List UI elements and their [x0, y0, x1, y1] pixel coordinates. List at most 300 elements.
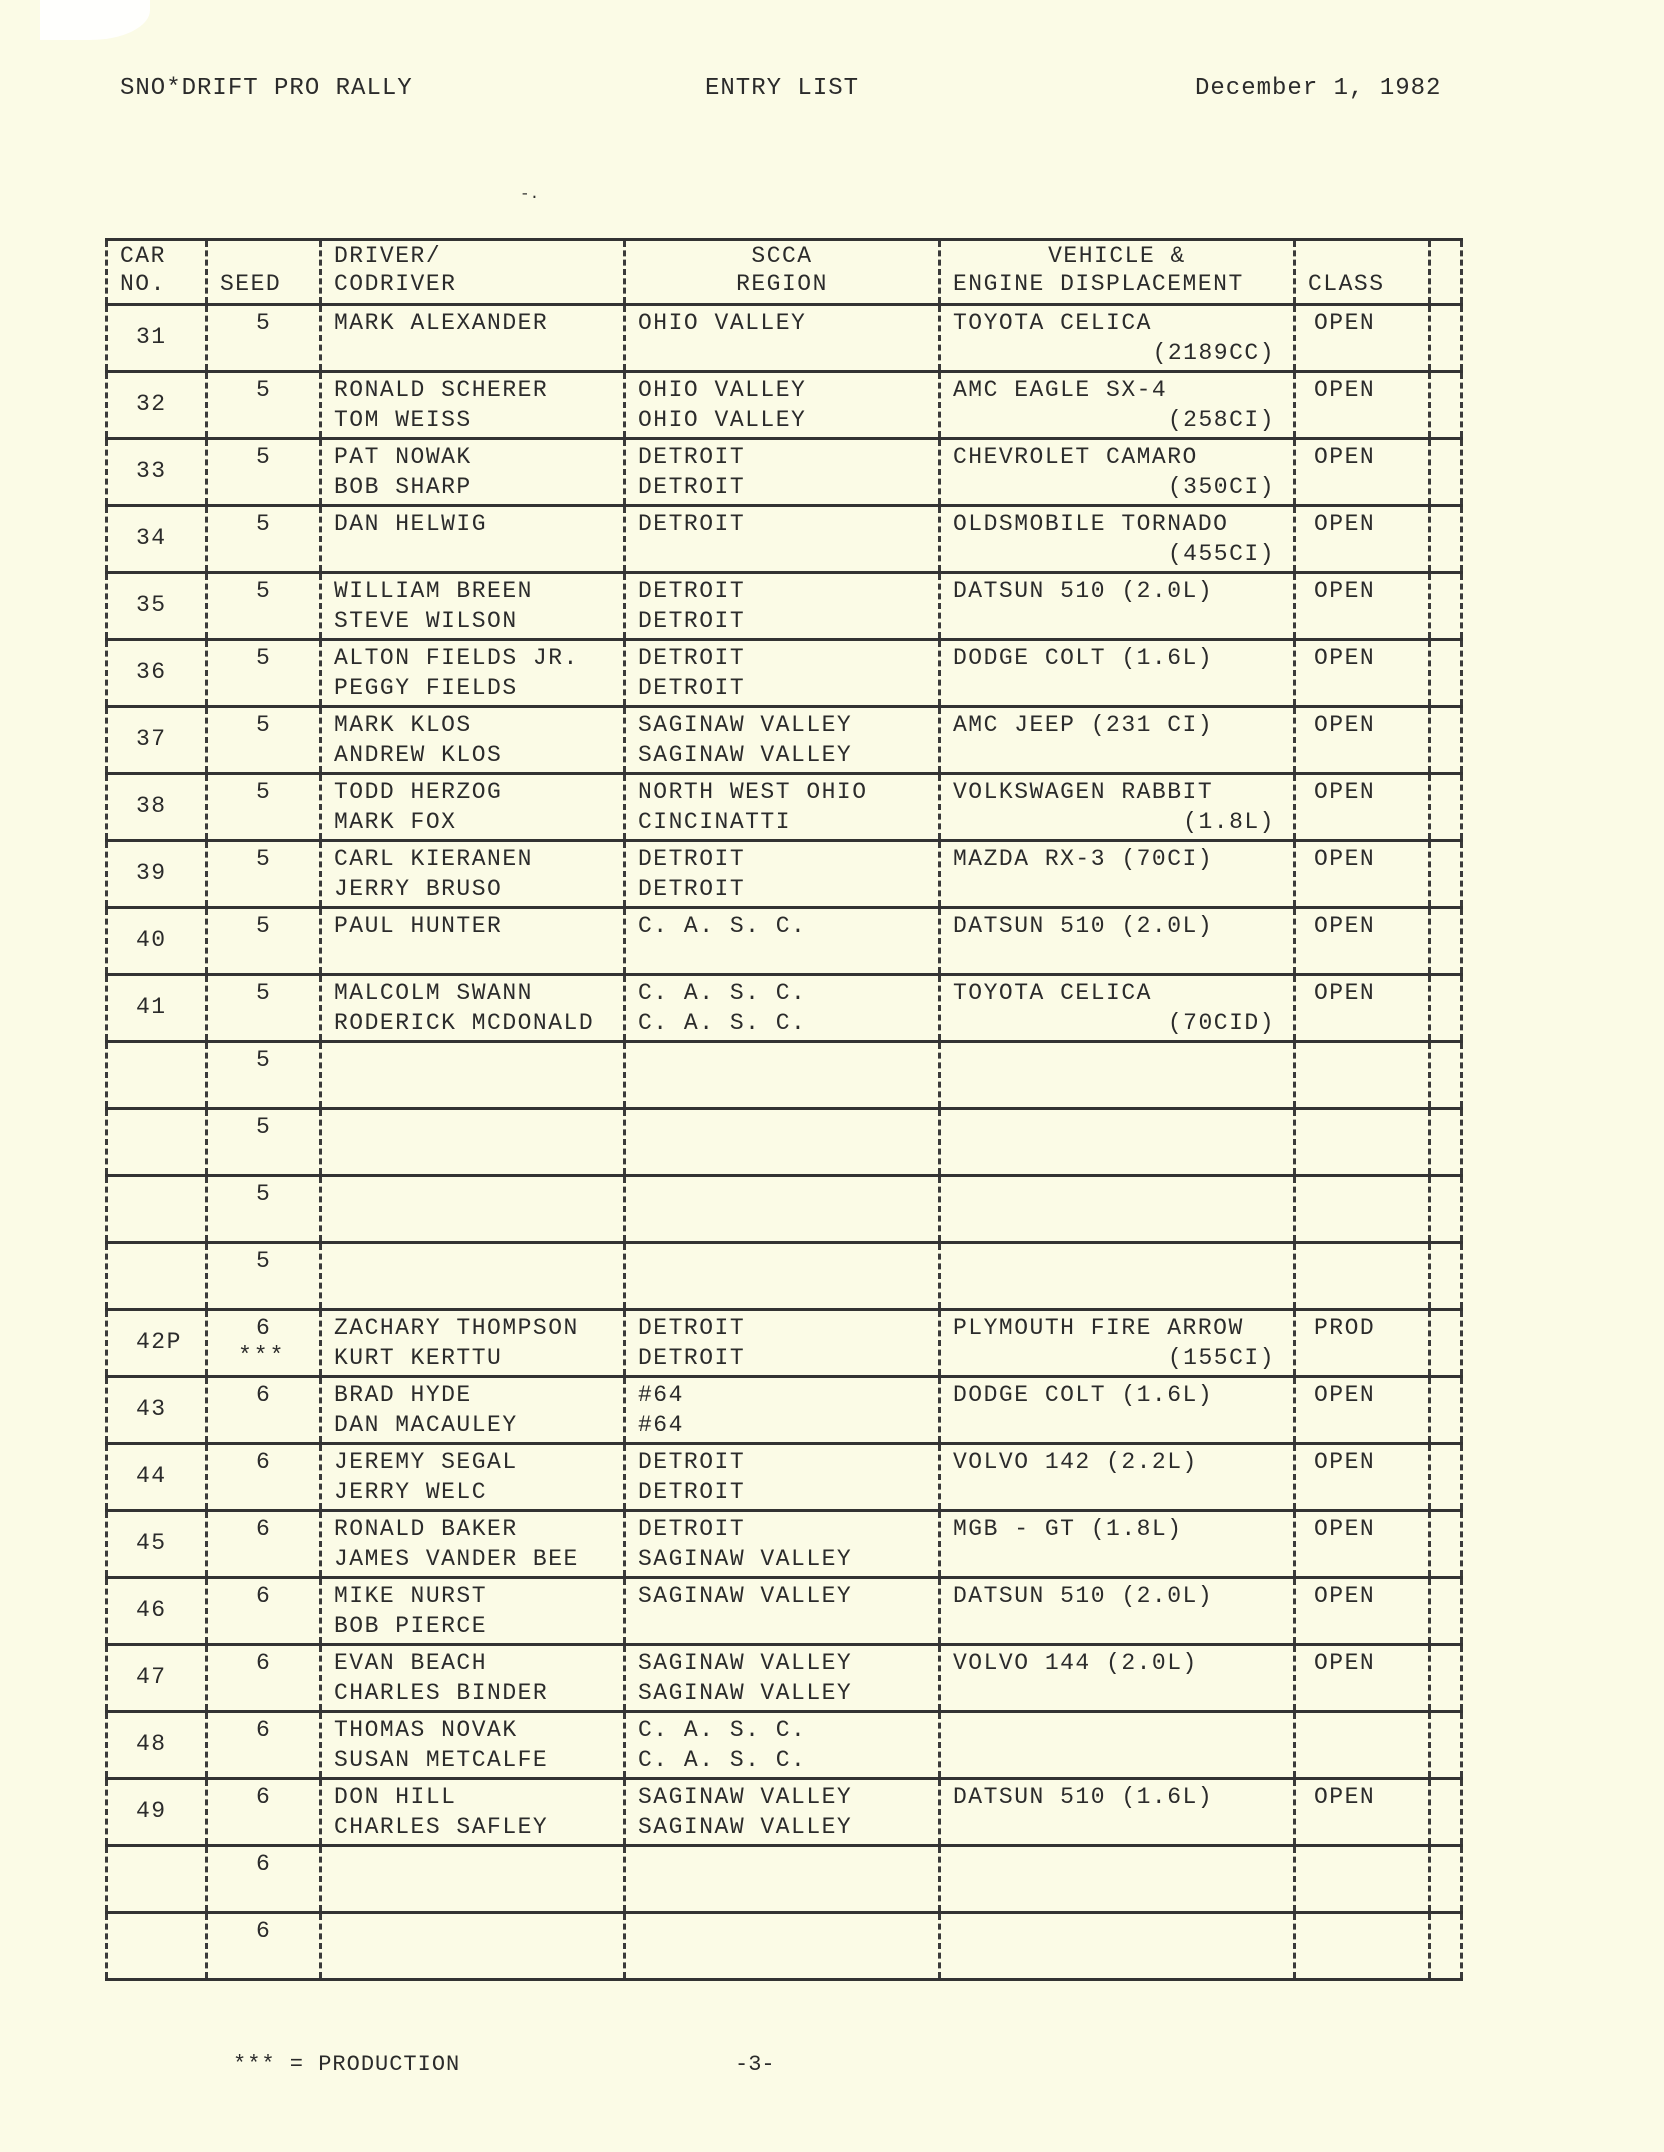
seed-cell [205, 1646, 319, 1710]
car-no-cell [105, 574, 205, 638]
table-right-edge [1428, 1244, 1463, 1308]
class-cell [1293, 1311, 1428, 1375]
table-right-edge [1428, 306, 1463, 370]
seed-value: 5 [256, 1047, 272, 1073]
header-vehicle: VEHICLE & ENGINE DISPLACEMENT [938, 241, 1293, 303]
seed-cell [205, 1177, 319, 1241]
table-right-edge [1428, 1847, 1463, 1911]
seed-value: 5 [256, 1114, 272, 1140]
driver-cell [319, 1914, 623, 1978]
class-cell [1293, 1780, 1428, 1844]
driver-cell [319, 1244, 623, 1308]
codriver-name: MARK FOX [334, 809, 457, 835]
table-right-edge [1428, 1378, 1463, 1442]
car-no-cell [105, 1713, 205, 1777]
class-cell [1293, 1847, 1428, 1911]
car-no-cell [105, 909, 205, 973]
seed-cell [205, 1110, 319, 1174]
codriver-region: SAGINAW VALLEY [638, 1814, 853, 1840]
table-row [105, 1579, 1463, 1646]
car-no-cell [105, 708, 205, 772]
class-cell [1293, 1646, 1428, 1710]
seed-value: 6 [256, 1449, 272, 1475]
codriver-name: TOM WEISS [334, 407, 472, 433]
class-value: OPEN [1314, 1449, 1376, 1475]
vehicle-name: DATSUN 510 (2.0L) [953, 913, 1214, 939]
driver-name: RONALD BAKER [334, 1516, 518, 1542]
codriver-region: C. A. S. C. [638, 1010, 807, 1036]
vehicle-cell [938, 909, 1293, 973]
car-no-cell [105, 1914, 205, 1978]
list-title: ENTRY LIST [705, 75, 860, 102]
table-row [105, 373, 1463, 440]
vehicle-cell [938, 440, 1293, 504]
class-cell [1293, 1512, 1428, 1576]
codriver-region: DETROIT [638, 1479, 746, 1505]
seed-value: 5 [256, 846, 272, 872]
driver-cell [319, 1110, 623, 1174]
vehicle-name: MAZDA RX-3 (70CI) [953, 846, 1214, 872]
driver-name: THOMAS NOVAK [334, 1717, 518, 1743]
class-cell [1293, 574, 1428, 638]
table-row [105, 1646, 1463, 1713]
driver-cell [319, 1780, 623, 1844]
driver-cell [319, 306, 623, 370]
codriver-region: DETROIT [638, 608, 746, 634]
driver-cell [319, 440, 623, 504]
torn-corner [40, 0, 150, 40]
header-seed: SEED [205, 241, 319, 303]
region-cell [623, 1378, 938, 1442]
event-title: SNO*DRIFT PRO RALLY [120, 75, 413, 102]
table-row [105, 574, 1463, 641]
class-value: OPEN [1314, 913, 1376, 939]
driver-cell [319, 976, 623, 1040]
driver-region: SAGINAW VALLEY [638, 1583, 853, 1609]
header-car-no: CAR NO. [105, 241, 205, 303]
engine-displacement: (155CI) [1167, 1345, 1275, 1371]
driver-cell [319, 1847, 623, 1911]
class-cell [1293, 976, 1428, 1040]
car-number: 32 [136, 391, 167, 417]
region-cell [623, 909, 938, 973]
driver-name: CARL KIERANEN [334, 846, 533, 872]
seed-cell [205, 1713, 319, 1777]
vehicle-cell [938, 1244, 1293, 1308]
region-cell [623, 1177, 938, 1241]
car-no-cell [105, 306, 205, 370]
codriver-name: JERRY WELC [334, 1479, 488, 1505]
class-cell [1293, 507, 1428, 571]
driver-name: DON HILL [334, 1784, 457, 1810]
class-cell [1293, 1579, 1428, 1643]
seed-value: 6 [256, 1650, 272, 1676]
seed-value: 5 [256, 913, 272, 939]
vehicle-cell [938, 1646, 1293, 1710]
codriver-region: DETROIT [638, 876, 746, 902]
region-cell [623, 842, 938, 906]
table-row [105, 976, 1463, 1043]
class-cell [1293, 1445, 1428, 1509]
table-row [105, 775, 1463, 842]
codriver-name: JERRY BRUSO [334, 876, 503, 902]
production-legend: *** = PRODUCTION [233, 2052, 461, 2077]
driver-region: DETROIT [638, 444, 746, 470]
seed-value: 5 [256, 377, 272, 403]
table-right-edge [1428, 1646, 1463, 1710]
seed-cell [205, 842, 319, 906]
seed-cell [205, 1244, 319, 1308]
vehicle-name: OLDSMOBILE TORNADO [953, 511, 1229, 537]
seed-cell [205, 440, 319, 504]
driver-cell [319, 775, 623, 839]
car-number: 45 [136, 1530, 167, 1556]
driver-name: MARK ALEXANDER [334, 310, 549, 336]
car-number: 42P [136, 1329, 182, 1355]
vehicle-cell [938, 976, 1293, 1040]
region-cell [623, 641, 938, 705]
region-cell [623, 1847, 938, 1911]
class-cell [1293, 1378, 1428, 1442]
car-no-cell [105, 641, 205, 705]
class-cell [1293, 1244, 1428, 1308]
driver-region: DETROIT [638, 846, 746, 872]
region-cell [623, 1914, 938, 1978]
seed-cell [205, 909, 319, 973]
car-number: 41 [136, 994, 167, 1020]
seed-value: 5 [256, 310, 272, 336]
driver-cell [319, 1646, 623, 1710]
seed-cell [205, 1914, 319, 1978]
class-cell [1293, 775, 1428, 839]
engine-displacement: (70CID) [1167, 1010, 1275, 1036]
engine-displacement: (350CI) [1167, 474, 1275, 500]
seed-cell [205, 574, 319, 638]
region-cell [623, 1780, 938, 1844]
seed-value: 5 [256, 1181, 272, 1207]
car-no-cell [105, 1177, 205, 1241]
class-value: OPEN [1314, 1784, 1376, 1810]
table-right-edge [1428, 1043, 1463, 1107]
class-value: OPEN [1314, 1382, 1376, 1408]
engine-displacement: (455CI) [1167, 541, 1275, 567]
car-number: 48 [136, 1731, 167, 1757]
car-no-cell [105, 1579, 205, 1643]
region-cell [623, 1713, 938, 1777]
seed-cell [205, 1311, 319, 1375]
table-right-edge [1428, 775, 1463, 839]
car-no-cell [105, 775, 205, 839]
car-number: 46 [136, 1597, 167, 1623]
region-cell [623, 1110, 938, 1174]
driver-region: SAGINAW VALLEY [638, 712, 853, 738]
car-number: 35 [136, 592, 167, 618]
table-right-edge [1428, 241, 1463, 303]
table-row [105, 1713, 1463, 1780]
driver-name: WILLIAM BREEN [334, 578, 533, 604]
seed-cell [205, 1378, 319, 1442]
vehicle-name: DODGE COLT (1.6L) [953, 645, 1214, 671]
table-right-edge [1428, 1512, 1463, 1576]
vehicle-cell [938, 507, 1293, 571]
table-right-edge [1428, 1713, 1463, 1777]
region-cell [623, 1445, 938, 1509]
stray-mark: -. [520, 185, 540, 203]
engine-displacement: (2189CC) [1152, 340, 1275, 366]
vehicle-name: VOLVO 144 (2.0L) [953, 1650, 1198, 1676]
car-number: 37 [136, 726, 167, 752]
codriver-region: C. A. S. C. [638, 1747, 807, 1773]
seed-value: 5 [256, 645, 272, 671]
vehicle-name: VOLVO 142 (2.2L) [953, 1449, 1198, 1475]
class-cell [1293, 1713, 1428, 1777]
region-cell [623, 306, 938, 370]
driver-region: DETROIT [638, 1449, 746, 1475]
class-value: OPEN [1314, 310, 1376, 336]
driver-cell [319, 507, 623, 571]
codriver-region: DETROIT [638, 675, 746, 701]
vehicle-cell [938, 1847, 1293, 1911]
seed-value: 5 [256, 444, 272, 470]
codriver-region: #64 [638, 1412, 684, 1438]
table-right-edge [1428, 1579, 1463, 1643]
driver-region: DETROIT [638, 1315, 746, 1341]
class-value: OPEN [1314, 1583, 1376, 1609]
header-driver: DRIVER/ CODRIVER [319, 241, 623, 303]
driver-region: C. A. S. C. [638, 913, 807, 939]
codriver-name: KURT KERTTU [334, 1345, 503, 1371]
class-value: OPEN [1314, 511, 1376, 537]
class-value: OPEN [1314, 1650, 1376, 1676]
class-value: OPEN [1314, 645, 1376, 671]
table-right-edge [1428, 1445, 1463, 1509]
seed-cell [205, 1512, 319, 1576]
vehicle-cell [938, 1378, 1293, 1442]
car-no-cell [105, 1244, 205, 1308]
driver-cell [319, 574, 623, 638]
seed-value: 5 [256, 511, 272, 537]
region-cell [623, 1311, 938, 1375]
driver-region: C. A. S. C. [638, 980, 807, 1006]
region-cell [623, 708, 938, 772]
table-header-row [105, 241, 1463, 306]
class-value: OPEN [1314, 980, 1376, 1006]
vehicle-name: DATSUN 510 (2.0L) [953, 578, 1214, 604]
driver-cell [319, 1043, 623, 1107]
codriver-name: JAMES VANDER BEE [334, 1546, 579, 1572]
engine-displacement: (258CI) [1167, 407, 1275, 433]
table-row [105, 641, 1463, 708]
vehicle-cell [938, 1311, 1293, 1375]
driver-name: RONALD SCHERER [334, 377, 549, 403]
codriver-name: CHARLES SAFLEY [334, 1814, 549, 1840]
region-cell [623, 1512, 938, 1576]
class-value: OPEN [1314, 1516, 1376, 1542]
class-value: PROD [1314, 1315, 1376, 1341]
seed-cell [205, 373, 319, 437]
region-cell [623, 1244, 938, 1308]
table-row [105, 1847, 1463, 1914]
vehicle-cell [938, 1445, 1293, 1509]
vehicle-name: MGB - GT (1.8L) [953, 1516, 1183, 1542]
codriver-region: SAGINAW VALLEY [638, 1680, 853, 1706]
region-cell [623, 775, 938, 839]
car-no-cell [105, 507, 205, 571]
seed-cell [205, 1780, 319, 1844]
driver-name: ALTON FIELDS JR. [334, 645, 579, 671]
vehicle-cell [938, 1043, 1293, 1107]
class-cell [1293, 909, 1428, 973]
seed-value: 5 [256, 578, 272, 604]
car-no-cell [105, 1378, 205, 1442]
vehicle-name: DATSUN 510 (1.6L) [953, 1784, 1214, 1810]
driver-region: DETROIT [638, 645, 746, 671]
table-right-edge [1428, 507, 1463, 571]
driver-cell [319, 1713, 623, 1777]
vehicle-name: PLYMOUTH FIRE ARROW [953, 1315, 1244, 1341]
table-row [105, 1043, 1463, 1110]
driver-region: DETROIT [638, 578, 746, 604]
car-number: 40 [136, 927, 167, 953]
vehicle-name: VOLKSWAGEN RABBIT [953, 779, 1214, 805]
driver-region: SAGINAW VALLEY [638, 1784, 853, 1810]
driver-region: OHIO VALLEY [638, 377, 807, 403]
table-right-edge [1428, 1311, 1463, 1375]
codriver-name: BOB PIERCE [334, 1613, 488, 1639]
class-cell [1293, 641, 1428, 705]
seed-value: 5 [256, 1248, 272, 1274]
table-row [105, 1244, 1463, 1311]
class-value: OPEN [1314, 779, 1376, 805]
table-right-edge [1428, 1914, 1463, 1978]
class-value: OPEN [1314, 377, 1376, 403]
driver-name: PAUL HUNTER [334, 913, 503, 939]
vehicle-cell [938, 842, 1293, 906]
codriver-region: SAGINAW VALLEY [638, 1546, 853, 1572]
driver-cell [319, 1311, 623, 1375]
driver-cell [319, 708, 623, 772]
table-row [105, 306, 1463, 373]
vehicle-cell [938, 1110, 1293, 1174]
seed-value: 6 [256, 1784, 272, 1810]
driver-name: ZACHARY THOMPSON [334, 1315, 579, 1341]
driver-cell [319, 1378, 623, 1442]
seed-value: 6 [256, 1583, 272, 1609]
class-cell [1293, 373, 1428, 437]
car-no-cell [105, 1780, 205, 1844]
header-region: SCCA REGION [623, 241, 938, 303]
table-right-edge [1428, 1780, 1463, 1844]
car-no-cell [105, 373, 205, 437]
codriver-region: SAGINAW VALLEY [638, 742, 853, 768]
driver-name: MARK KLOS [334, 712, 472, 738]
vehicle-cell [938, 708, 1293, 772]
car-no-cell [105, 842, 205, 906]
driver-region: DETROIT [638, 511, 746, 537]
table-row [105, 1110, 1463, 1177]
driver-region: OHIO VALLEY [638, 310, 807, 336]
vehicle-cell [938, 1579, 1293, 1643]
car-no-cell [105, 1445, 205, 1509]
seed-cell [205, 507, 319, 571]
seed-cell [205, 976, 319, 1040]
class-cell [1293, 1043, 1428, 1107]
driver-cell [319, 373, 623, 437]
vehicle-name: AMC EAGLE SX-4 [953, 377, 1168, 403]
seed-cell [205, 1445, 319, 1509]
engine-displacement: (1.8L) [1183, 809, 1275, 835]
region-cell [623, 1043, 938, 1107]
driver-name: PAT NOWAK [334, 444, 472, 470]
production-marker: *** [238, 1343, 286, 1369]
class-value: OPEN [1314, 712, 1376, 738]
car-number: 44 [136, 1463, 167, 1489]
driver-name: EVAN BEACH [334, 1650, 488, 1676]
table-row [105, 1177, 1463, 1244]
table-right-edge [1428, 842, 1463, 906]
vehicle-cell [938, 574, 1293, 638]
codriver-region: DETROIT [638, 1345, 746, 1371]
seed-value: 5 [256, 980, 272, 1006]
seed-value: 6 [256, 1918, 272, 1944]
driver-region: SAGINAW VALLEY [638, 1650, 853, 1676]
car-number: 38 [136, 793, 167, 819]
codriver-region: CINCINATTI [638, 809, 792, 835]
codriver-name: BOB SHARP [334, 474, 472, 500]
seed-value: 6 [256, 1851, 272, 1877]
class-value: OPEN [1314, 444, 1376, 470]
table-right-edge [1428, 440, 1463, 504]
vehicle-cell [938, 1177, 1293, 1241]
class-cell [1293, 1914, 1428, 1978]
vehicle-cell [938, 373, 1293, 437]
codriver-name: PEGGY FIELDS [334, 675, 518, 701]
seed-value: 5 [256, 779, 272, 805]
driver-region: C. A. S. C. [638, 1717, 807, 1743]
seed-cell [205, 1579, 319, 1643]
table-row [105, 1914, 1463, 1981]
table-right-edge [1428, 708, 1463, 772]
car-no-cell [105, 440, 205, 504]
table-row [105, 507, 1463, 574]
table-right-edge [1428, 641, 1463, 705]
table-right-edge [1428, 976, 1463, 1040]
seed-cell [205, 641, 319, 705]
table-row [105, 1445, 1463, 1512]
driver-cell [319, 641, 623, 705]
vehicle-name: TOYOTA CELICA [953, 310, 1152, 336]
codriver-name: SUSAN METCALFE [334, 1747, 549, 1773]
entry-list-table [105, 238, 1463, 1981]
car-number: 31 [136, 324, 167, 350]
driver-name: JEREMY SEGAL [334, 1449, 518, 1475]
car-number: 34 [136, 525, 167, 551]
car-no-cell [105, 1646, 205, 1710]
codriver-region: DETROIT [638, 474, 746, 500]
table-row [105, 1311, 1463, 1378]
table-row [105, 440, 1463, 507]
class-value: OPEN [1314, 578, 1376, 604]
seed-cell [205, 1043, 319, 1107]
car-no-cell [105, 1311, 205, 1375]
car-number: 36 [136, 659, 167, 685]
seed-cell [205, 775, 319, 839]
codriver-name: STEVE WILSON [334, 608, 518, 634]
vehicle-name: CHEVROLET CAMARO [953, 444, 1198, 470]
car-number: 39 [136, 860, 167, 886]
header-class: CLASS [1293, 241, 1428, 303]
vehicle-cell [938, 641, 1293, 705]
